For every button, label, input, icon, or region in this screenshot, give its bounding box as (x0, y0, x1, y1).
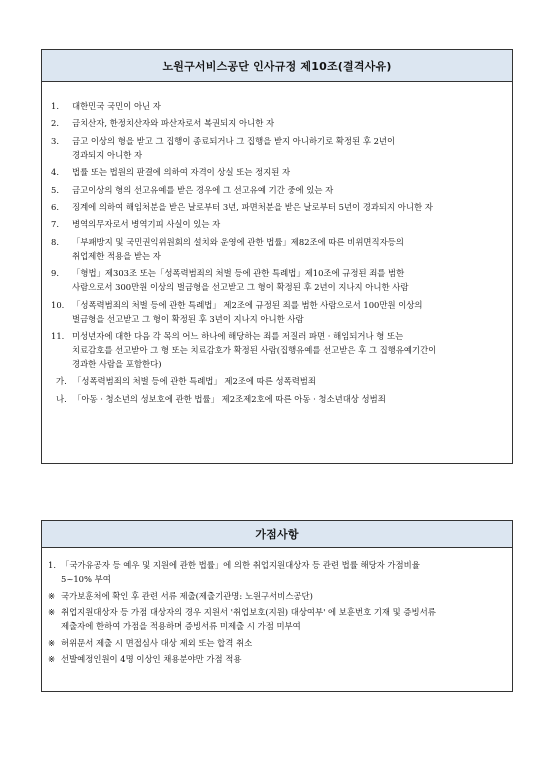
item-number: ※ (48, 607, 56, 618)
list-item (42, 200, 512, 214)
list-item (42, 558, 512, 586)
item-text-line: 경과되지 아니한 자 (72, 149, 143, 160)
list-item (42, 652, 512, 666)
bonus-points-title: 가점사항 (42, 521, 512, 548)
item-text-line: 「국가유공자 등 예우 및 지원에 관한 법률」에 의한 취업지원대상자 등 관련 법률 해당자 가점비율 (61, 560, 420, 570)
item-text-line: 허위문서 제출 시 면접심사 대상 제외 또는 합격 취소 (61, 637, 253, 648)
item-number: 1. (48, 560, 56, 570)
item-text-line: 「형법」제303조 또는「성폭력범죄의 처벌 등에 관한 특례법」제10조에 규정된 죄를 범한 (72, 268, 405, 279)
list-item (42, 605, 512, 633)
item-number: 5. (51, 184, 59, 195)
item-text-line: 병역의무자로서 병역기피 사실이 있는 자 (72, 219, 221, 230)
bonus-points-section (41, 520, 513, 692)
list-item (42, 298, 512, 326)
item-text-line: 법률 또는 법원의 판결에 의하여 자격이 상실 또는 정지된 자 (72, 167, 291, 178)
item-text-line: 취업지원대상자 등 가점 대상자의 경우 지원서 '취업보호(지원) 대상여부' 에 보훈번호 기재 및 증빙서류 (61, 607, 436, 618)
list-item (42, 99, 512, 113)
item-text-line: 「성폭력범죄의 처벌 등에 관한 특례법」 제2조에 따른 성폭력범죄 (73, 376, 316, 387)
item-text-line: 선발예정인원이 4명 이상인 채용분야만 가점 적용 (61, 654, 242, 665)
item-number: 3. (51, 135, 59, 146)
item-text-line: 징계에 의하여 해임처분을 받은 날로부터 3년, 파면처분을 받은 날로부터 5년이 경과되지 아니한 자 (72, 201, 433, 212)
item-text-line: 5~10% 부여 (61, 574, 111, 584)
item-text-line: 금치산자, 한정치산자와 파산자로서 복권되지 아니한 자 (72, 118, 275, 129)
item-number: 나. (56, 393, 67, 404)
disqualification-list (42, 82, 512, 406)
item-text-line: 금고 이상의 형을 받고 그 집행이 종료되거나 그 집행을 받지 아니하기로 확정된 후 2년이 (72, 135, 396, 146)
item-number: 10. (51, 299, 65, 310)
item-text-line: 「성폭력범죄의 처벌 등에 관한 특례법」 제2조에 규정된 죄를 범한 사람으로서 100만원 이상의 (72, 299, 423, 310)
item-number: ※ (48, 637, 56, 648)
item-number: 11. (51, 330, 65, 341)
item-text-line: 「부패방지 및 국민권익위원회의 설치와 운영에 관한 법률」제82조에 따른 비위면직자등의 (72, 236, 404, 247)
list-item (42, 374, 512, 388)
item-number: 8. (51, 236, 59, 247)
item-text-line: 경과한 사람을 포함한다) (72, 358, 162, 369)
item-number: 6. (51, 201, 59, 212)
list-item (42, 329, 512, 371)
list-item (42, 217, 512, 231)
item-text-line: 금고이상의 형의 선고유예를 받은 경우에 그 선고유예 기간 중에 있는 자 (72, 184, 334, 195)
list-item (42, 183, 512, 197)
list-item (42, 116, 512, 130)
list-item (42, 235, 512, 263)
item-number: 2. (51, 118, 59, 129)
disqualification-title: 노원구서비스공단 인사규정 제10조(결격사유) (42, 50, 512, 82)
item-text-line: 제출자에 한하여 가점을 적용하며 증빙서류 미제출 시 가점 미부여 (61, 621, 301, 632)
list-item (42, 636, 512, 650)
item-number: 1. (51, 101, 59, 111)
item-text-line: 미성년자에 대한 다음 각 목의 어느 하나에 해당하는 죄를 저질러 파면 · 해임되거나 형 또는 (72, 330, 404, 341)
list-item (42, 266, 512, 294)
item-number: 4. (51, 167, 59, 178)
list-item (42, 134, 512, 162)
item-text-line: 국가보훈처에 확인 후 관련 서류 제출(제출기관명: 노원구서비스공단) (61, 590, 313, 601)
list-item (42, 589, 512, 603)
item-number: 7. (51, 219, 59, 230)
item-text-line: 「아동 · 청소년의 성보호에 관한 법률」 제2조제2호에 따른 아동 · 청소년대상 성범죄 (73, 393, 386, 404)
bonus-points-list (42, 548, 512, 666)
item-text-line: 치료감호를 선고받아 그 형 또는 치료감호가 확정된 사람(집행유예를 선고받은 후 그 집행유예기간이 (72, 344, 437, 355)
disqualification-section (41, 49, 513, 464)
item-text-line: 대한민국 국민이 아닌 자 (72, 101, 161, 111)
item-number: ※ (48, 654, 56, 665)
list-item (42, 165, 512, 179)
list-item (42, 392, 512, 406)
item-text-line: 취업제한 적용을 받는 자 (72, 250, 161, 261)
item-text-line: 사람으로서 300만원 이상의 벌금형을 선고받고 그 형이 확정된 후 2년이 지나지 아니한 사람 (72, 282, 409, 293)
item-text-line: 벌금형을 선고받고 그 형이 확정된 후 3년이 지나지 아니한 사람 (72, 313, 304, 324)
item-number: 가. (56, 376, 67, 387)
item-number: 9. (51, 268, 59, 279)
item-number: ※ (48, 590, 56, 601)
